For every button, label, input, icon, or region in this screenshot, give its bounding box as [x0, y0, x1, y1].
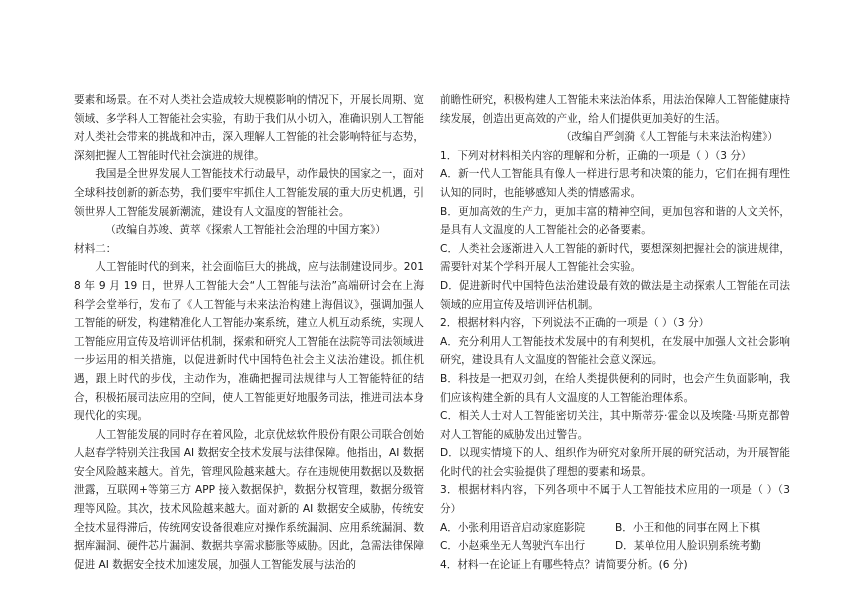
question-3-option-c: C．小赵乘坐无人驾驶汽车出行	[440, 540, 586, 553]
material2-paragraph-1: 人工智能时代的到来，社会面临巨大的挑战，应与法制建设同步。2018 年 9 月 19 日，世界人工智能大会“人工智能与法治”高端研讨会在上海科学会堂举行，发布了《人工智能与未来法治构建上海倡议》，强调加强人工智能的研发，构建精准化人工智能办案系统，建立人机互动系统，实现人工智能应用宣传及培训评估机制，探索和研究人工智能在法院等司法领域进一步运用的相关措施，以促进新时代中国特色社会主义法治建设。抓住机遇，跟上时代的步伐，主动作为，准确把握司法规律与人工智能特征的结合，积极拓展司法应用的空间，使人工智能更好地服务司法，推进司法本身现代化的实现。	[74, 261, 424, 423]
right-column	[440, 91, 790, 574]
question-1-option-c: C．人类社会逐渐进入人工智能的新时代，要想深刻把握社会的演进规律，需要针对某个学科开展人工智能社会实验。	[440, 242, 790, 274]
material2-paragraph-2: 人工智能发展的同时存在着风险，北京优炫软件股份有限公司联合创始人赵春学特别关注我国 AI 数据安全技术发展与法律保障。他指出，AI 数据安全风险越来越大。首先，管理风险越来越大。存在违规使用数据以及数据泄露，互联网+等第三方 APP 接入数据保护，数据分权管理，数据分级管理等风险。其次，技术风险越来越大。面对新的 AI 数据安全威胁，传统安全技术显得滞后，传统网安设备很难应对操作系统漏洞、应用系统漏洞、数据库漏洞、硬件芯片漏洞、数据共享需求膨胀等威胁。因此，急需法律保障促进 AI 数据安全技术加速发展，加强人工智能发展与法治的	[74, 428, 424, 571]
question-3-options-row-2	[440, 537, 790, 556]
question-3-option-b: B．小王和他的同事在网上下棋	[615, 521, 760, 534]
material2-title: 材料二：	[74, 242, 117, 255]
question-3-option-d: D．某单位用人脸识别系统考勤	[615, 540, 761, 553]
material1-paragraph-end: 要素和场景。在不对人类社会造成较大规模影响的情况下，开展长周期、宽领域、多学科人工智能社会实验，有助于我们从小切入，准确识别人工智能对人类社会带来的挑战和冲击，深入理解人工智能的社会影响特征与态势，深刻把握人工智能时代社会演进的规律。	[74, 94, 424, 162]
left-column	[74, 91, 424, 574]
question-2-option-a: A．充分利用人工智能技术发展中的有利契机，在发展中加强人文社会影响研究，建设具有人文温度的智能社会意义深远。	[440, 335, 790, 367]
question-3: 3．根据材料内容，下列各项中不属于人工智能技术应用的一项是（ ）（3 分）	[440, 484, 790, 516]
material1-source: （改编自苏竣、黄萃《探索人工智能社会治理的中国方案》）	[105, 224, 386, 237]
question-3-options-row-1	[440, 519, 790, 538]
question-4: 4．材料一在论证上有哪些特点？请简要分析。(6 分)	[440, 558, 688, 571]
question-2-option-b: B．科技是一把双刃剑，在给人类提供便利的同时，也会产生负面影响，我们应该构建全新的具有人文温度的人工智能治理体系。	[440, 372, 790, 404]
material2-paragraph-end: 前瞻性研究，积极构建人工智能未来法治体系，用法治保障人工智能健康持续发展，创造出更高效的产业，给人们提供更加美好的生活。	[440, 94, 790, 125]
question-1-option-b: B．更加高效的生产力，更加丰富的精神空间，更加包容和谐的人文关怀，是具有人文温度的人工智能社会的必备要素。	[440, 205, 790, 237]
question-1-option-a: A．新一代人工智能具有像人一样进行思考和决策的能力，它们在拥有理性认知的同时，也能够感知人类的情感需求。	[440, 168, 790, 199]
question-1: 1．下列对材料相关内容的理解和分析，正确的一项是（ ）（3 分）	[440, 149, 752, 162]
material2-source: （改编自严剑漪《人工智能与未来法治构建》）	[560, 131, 778, 144]
question-2-option-c: C．相关人士对人工智能密切关注，其中斯蒂芬·霍金以及埃隆·马斯克都曾对人工智能的威胁发出过警告。	[440, 410, 790, 441]
question-3-option-a: A．小张利用语音启动家庭影院	[440, 521, 585, 534]
question-2-option-d: D．以现实情境下的人、组织作为研究对象所开展的研究活动，为开展智能化时代的社会实验提供了理想的要素和场景。	[440, 447, 790, 478]
question-1-option-d: D．促进新时代中国特色法治建设最有效的做法是主动探索人工智能在司法领域的应用宣传及培训评估机制。	[440, 279, 790, 311]
material1-paragraph-conclusion: 我国是全世界发展人工智能技术行动最早，动作最快的国家之一，面对全球科技创新的新态势，我们要牢牢抓住人工智能发展的重大历史机遇，引领世界人工智能发展新潮流，建设有人文温度的智能社会。	[74, 168, 424, 218]
question-2: 2．根据材料内容，下列说法不正确的一项是（ ）（3 分）	[440, 317, 710, 330]
